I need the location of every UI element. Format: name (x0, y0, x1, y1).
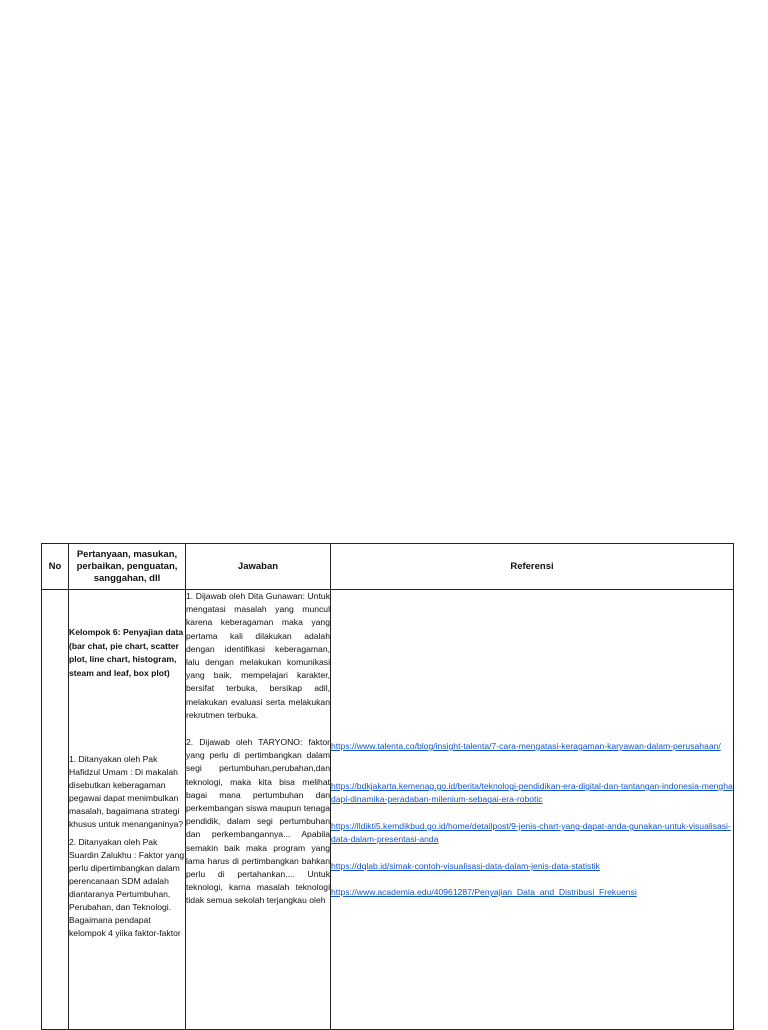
table-header-row (42, 544, 734, 590)
reference-link-5[interactable]: https://www.academia.edu/40961287/Penyajian_Data_and_Distribusi_Frekuensi (331, 887, 637, 897)
cell-reference (331, 590, 734, 1030)
question-1: 1. Ditanyakan oleh Pak Hafidzul Umam : Di makalah disebutkan keberagaman pegawai dapat menimbulkan masalah, bagaimana strategi khusus untuk menanganinya? (69, 754, 184, 829)
reference-link-2[interactable]: https://bdkjakarta.kemenag.go.id/berita/teknologi-pendidikan-era-digital-dan-tantangan-indonesia-menghadapi-dinamika-peradaban-milenium-sebagai-era-robotic (331, 781, 733, 805)
header-question: Pertanyaan, masukan, perbaikan, penguatan, sanggahan, dll (69, 544, 186, 590)
reference-link-3[interactable]: https://lldikti5.kemdikbud.go.id/home/detailpost/9-jenis-chart-yang-dapat-anda-gunakan-untuk-visualisasi-data-dalam-presentasi-anda (331, 821, 731, 845)
table-row (42, 590, 734, 1030)
group-title: Kelompok 6: Penyajian data (bar chat, pie chart, scatter plot, line chart, histogram, steam and leaf, box plot) (69, 627, 184, 678)
cell-answer (186, 590, 331, 1030)
answer-2: 2. Dijawab oleh TARYONO: faktor yang perlu di pertimbangkan dalam segi pertumbuhan,perubahan,dan teknologi, maka kita bisa melihat bagai mana pertumbuhan dan perkembangan siswa maupun tenaga pendidik, dalam segi pertumbuhan dan perkembangannya... Apabila semakin baik maka program yang lama harus di pertimbangkan bahkan perlu di pertahankan.... Untuk teknologi, karna masalah teknologi tidak semua sekolah terjangkau oleh (186, 737, 330, 906)
qa-table (41, 543, 734, 1030)
answer-1: 1. Dijawab oleh Dita Gunawan: Untuk mengatasi masalah yang muncul karena keberagaman maka yang pertama kali dilakukan adalah dengan identifikasi keberagaman, lalu dengan melakukan komunikasi yang baik, mempelajari karakter, bersifat terbuka, bersikap adil, melakukan evaluasi serta melakukan rekrutmen terbuka. (186, 591, 330, 720)
cell-no (42, 590, 69, 1030)
question-2: 2. Ditanyakan oleh Pak Suardin Zalukhu : Faktor yang perlu dipertimbangkan dalam perencanaan SDM adalah diantaranya Pertumbuhan, Perubahan, dan Teknologi. Bagaimana pendapat kelompok 4 yiika faktor-faktor (69, 837, 185, 938)
reference-link-1[interactable]: https://www.talenta.co/blog/insight-talenta/7-cara-mengatasi-keragaman-karyawan-dalam-perusahaan/ (331, 741, 721, 751)
reference-link-4[interactable]: https://dqlab.id/simak-contoh-visualisasi-data-dalam-jenis-data-statistik (331, 861, 600, 871)
header-no: No (42, 544, 69, 590)
header-answer: Jawaban (186, 544, 331, 590)
header-reference: Referensi (331, 544, 734, 590)
cell-question (69, 590, 186, 1030)
